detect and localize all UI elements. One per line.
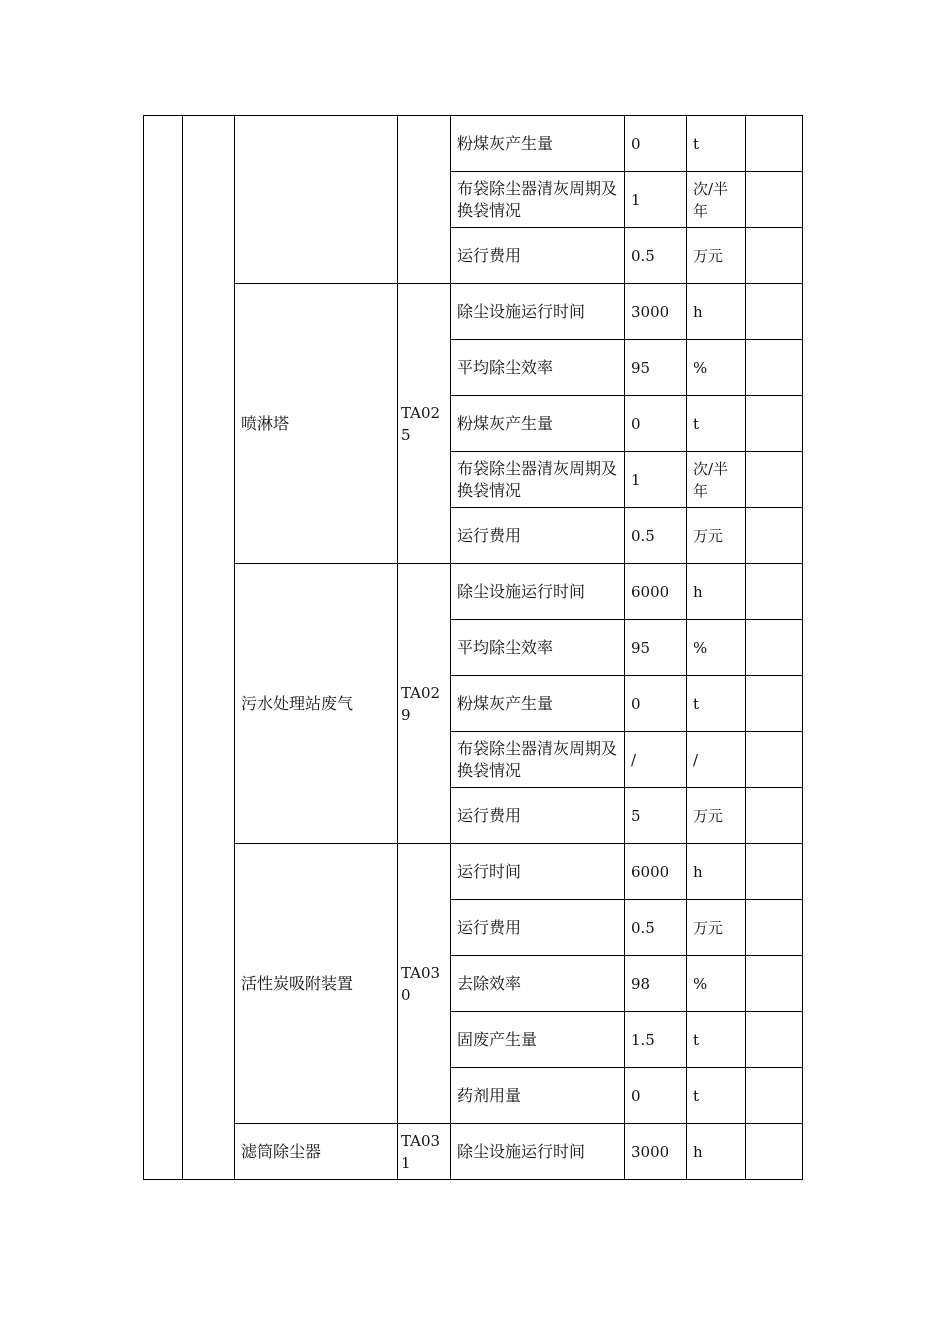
remarks-cell	[746, 340, 803, 396]
facility-name-cell: 污水处理站废气	[235, 564, 398, 844]
remarks-cell	[746, 1068, 803, 1124]
parameter-value-cell: 98	[625, 956, 687, 1012]
parameter-unit-cell: /	[687, 732, 746, 788]
parameter-unit-cell: %	[687, 620, 746, 676]
parameter-value-cell: 3000	[625, 284, 687, 340]
parameter-unit-cell: 次/半年	[687, 452, 746, 508]
parameter-unit-cell: h	[687, 1124, 746, 1180]
parameter-unit-cell: t	[687, 116, 746, 172]
table-body	[144, 116, 803, 1180]
parameter-name-cell: 除尘设施运行时间	[451, 284, 625, 340]
facility-code-cell: TA025	[398, 284, 451, 564]
parameter-value-cell: 95	[625, 340, 687, 396]
parameter-name-cell: 除尘设施运行时间	[451, 1124, 625, 1180]
remarks-cell	[746, 1124, 803, 1180]
table-row	[144, 844, 803, 900]
remarks-cell	[746, 844, 803, 900]
remarks-cell	[746, 284, 803, 340]
remarks-cell	[746, 676, 803, 732]
parameter-value-cell: 6000	[625, 564, 687, 620]
parameter-unit-cell: t	[687, 676, 746, 732]
remarks-cell	[746, 1012, 803, 1068]
parameter-value-cell: 1	[625, 452, 687, 508]
parameter-name-cell: 布袋除尘器清灰周期及换袋情况	[451, 732, 625, 788]
remarks-cell	[746, 900, 803, 956]
parameter-unit-cell: h	[687, 564, 746, 620]
parameter-value-cell: 3000	[625, 1124, 687, 1180]
parameter-name-cell: 运行费用	[451, 508, 625, 564]
facility-name-cell: 活性炭吸附装置	[235, 844, 398, 1124]
parameter-unit-cell: t	[687, 1012, 746, 1068]
parameter-value-cell: 0	[625, 396, 687, 452]
parameter-name-cell: 运行费用	[451, 228, 625, 284]
parameter-value-cell: 0	[625, 676, 687, 732]
facility-parameter-table	[143, 115, 803, 1180]
parameter-value-cell: 0	[625, 116, 687, 172]
parameter-value-cell: 5	[625, 788, 687, 844]
facility-code-cell	[398, 116, 451, 284]
remarks-cell	[746, 564, 803, 620]
facility-name-cell: 喷淋塔	[235, 284, 398, 564]
parameter-name-cell: 固废产生量	[451, 1012, 625, 1068]
parameter-name-cell: 运行费用	[451, 900, 625, 956]
parameter-name-cell: 平均除尘效率	[451, 620, 625, 676]
parameter-value-cell: /	[625, 732, 687, 788]
table-row	[144, 284, 803, 340]
facility-name-cell: 滤筒除尘器	[235, 1124, 398, 1180]
remarks-cell	[746, 508, 803, 564]
parameter-unit-cell: t	[687, 396, 746, 452]
parameter-name-cell: 去除效率	[451, 956, 625, 1012]
parameter-value-cell: 6000	[625, 844, 687, 900]
parameter-value-cell: 0.5	[625, 900, 687, 956]
parameter-name-cell: 运行费用	[451, 788, 625, 844]
facility-code-cell: TA031	[398, 1124, 451, 1180]
parameter-unit-cell: 万元	[687, 508, 746, 564]
parameter-unit-cell: 万元	[687, 900, 746, 956]
parameter-value-cell: 1	[625, 172, 687, 228]
parameter-unit-cell: 万元	[687, 788, 746, 844]
facility-code-cell: TA029	[398, 564, 451, 844]
parameter-name-cell: 粉煤灰产生量	[451, 396, 625, 452]
parameter-unit-cell: %	[687, 340, 746, 396]
remarks-cell	[746, 788, 803, 844]
table-row	[144, 564, 803, 620]
remarks-cell	[746, 620, 803, 676]
remarks-cell	[746, 732, 803, 788]
table-row	[144, 116, 803, 172]
parameter-name-cell: 除尘设施运行时间	[451, 564, 625, 620]
parameter-name-cell: 药剂用量	[451, 1068, 625, 1124]
remarks-cell	[746, 956, 803, 1012]
parameter-unit-cell: h	[687, 284, 746, 340]
blank-category-cell	[144, 116, 183, 1180]
parameter-unit-cell: h	[687, 844, 746, 900]
parameter-value-cell: 1.5	[625, 1012, 687, 1068]
remarks-cell	[746, 396, 803, 452]
parameter-unit-cell: 次/半年	[687, 172, 746, 228]
remarks-cell	[746, 228, 803, 284]
parameter-unit-cell: 万元	[687, 228, 746, 284]
parameter-unit-cell: %	[687, 956, 746, 1012]
parameter-value-cell: 0	[625, 1068, 687, 1124]
parameter-name-cell: 布袋除尘器清灰周期及换袋情况	[451, 452, 625, 508]
facility-name-cell	[235, 116, 398, 284]
facility-code-cell: TA030	[398, 844, 451, 1124]
blank-subcategory-cell	[183, 116, 235, 1180]
parameter-name-cell: 粉煤灰产生量	[451, 676, 625, 732]
parameter-name-cell: 运行时间	[451, 844, 625, 900]
table-row	[144, 1124, 803, 1180]
remarks-cell	[746, 172, 803, 228]
parameter-value-cell: 0.5	[625, 228, 687, 284]
parameter-value-cell: 95	[625, 620, 687, 676]
remarks-cell	[746, 452, 803, 508]
remarks-cell	[746, 116, 803, 172]
parameter-value-cell: 0.5	[625, 508, 687, 564]
parameter-name-cell: 平均除尘效率	[451, 340, 625, 396]
parameter-unit-cell: t	[687, 1068, 746, 1124]
parameter-name-cell: 粉煤灰产生量	[451, 116, 625, 172]
parameter-name-cell: 布袋除尘器清灰周期及换袋情况	[451, 172, 625, 228]
